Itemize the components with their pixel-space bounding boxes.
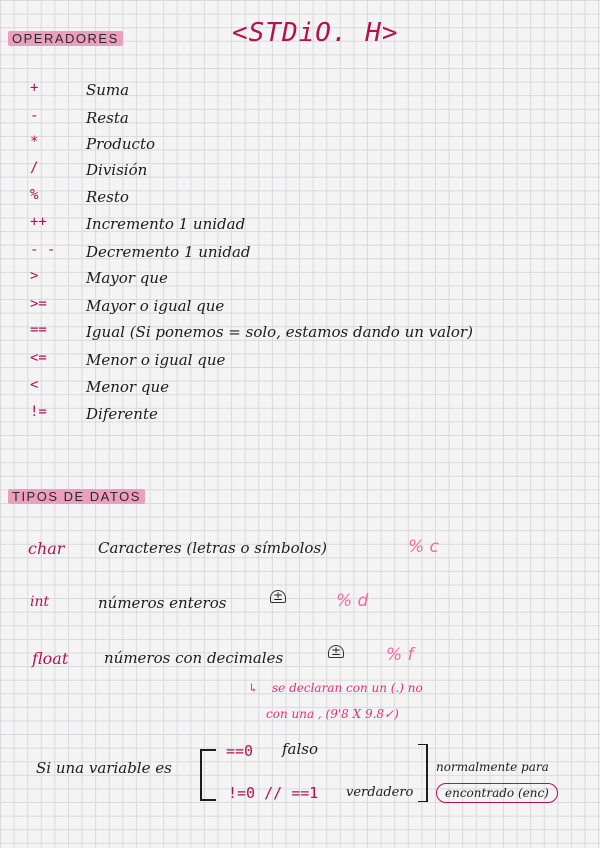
section-heading-operadores: OPERADORES: [8, 31, 123, 46]
type-name-float: float: [32, 649, 69, 668]
type-desc-char: Caracteres (letras o símbolos): [98, 539, 328, 557]
operator-description: División: [86, 161, 148, 179]
false-label: falso: [282, 740, 319, 758]
operator-symbol: >=: [30, 296, 47, 312]
operator-symbol: %: [30, 187, 39, 203]
true-label: verdadero: [346, 785, 414, 800]
operator-symbol: ==: [30, 322, 47, 338]
boolean-lead: Si una variable es: [36, 759, 172, 777]
operator-description: Resta: [86, 109, 129, 127]
operator-symbol: -: [30, 108, 39, 124]
arrow-icon: ↳: [248, 681, 259, 695]
operator-description: Incremento 1 unidad: [86, 215, 246, 233]
operator-symbol: *: [30, 134, 39, 150]
right-bracket: [418, 744, 428, 802]
type-name-char: char: [28, 539, 65, 558]
operator-description: Producto: [86, 135, 156, 153]
operator-symbol: +: [30, 80, 39, 96]
boolean-note: normalmente para: [436, 760, 549, 774]
operator-description: Decremento 1 unidad: [86, 243, 251, 261]
section-heading-tipos-de-datos: TIPOS DE DATOS: [8, 489, 145, 504]
operator-symbol: !=: [30, 404, 47, 420]
type-desc-float: números con decimales: [104, 649, 284, 667]
type-name-int: int: [30, 594, 50, 610]
operator-symbol: - -: [30, 242, 56, 258]
operator-symbol: >: [30, 268, 39, 284]
operator-description: Resto: [86, 188, 129, 206]
type-format-char: % c: [408, 537, 439, 557]
operator-symbol: <: [30, 377, 39, 393]
type-desc-int: números enteros: [98, 594, 227, 612]
type-format-int: % d: [336, 591, 369, 611]
operator-symbol: /: [30, 160, 39, 176]
float-note-line2: con una , (9'8 X 9.8✓): [266, 707, 399, 721]
page-title: <STDiO. H>: [232, 18, 399, 48]
operator-description: Suma: [86, 81, 130, 99]
type-format-float: % f: [386, 645, 414, 665]
sign-badge-int: ±: [270, 590, 286, 603]
operator-symbol: ++: [30, 214, 47, 230]
operator-description: Menor que: [86, 378, 170, 396]
encontrado-badge: encontrado (enc): [436, 783, 558, 803]
operator-description: Diferente: [86, 405, 158, 423]
operator-symbol: <=: [30, 350, 47, 366]
operator-description: Menor o igual que: [86, 351, 226, 369]
operator-description: Igual (Si ponemos = solo, estamos dando un valor): [86, 323, 473, 341]
left-bracket: [200, 749, 216, 801]
operator-description: Mayor o igual que: [86, 297, 225, 315]
operator-description: Mayor que: [86, 269, 168, 287]
true-expression: !=0 // ==1: [228, 784, 319, 802]
false-expression: ==0: [226, 742, 254, 760]
float-note-line1: se declaran con un (.) no: [272, 681, 423, 695]
sign-badge-float: ±: [328, 645, 344, 658]
